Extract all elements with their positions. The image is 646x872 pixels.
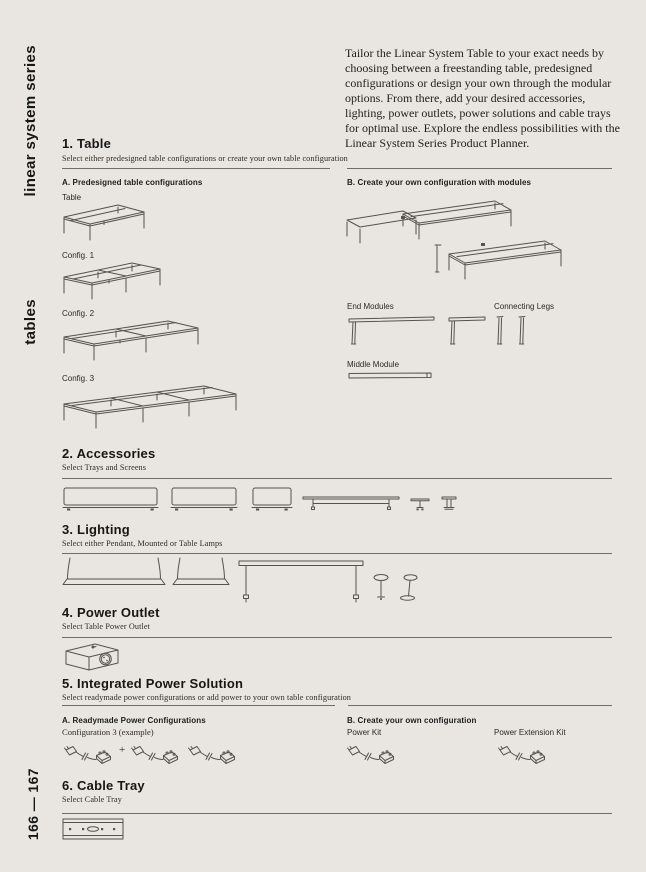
- table-lamp-tilted-illustration: [398, 572, 420, 604]
- table-stand-illustration: [409, 497, 431, 512]
- section-power-solution-rule-left: [62, 705, 335, 706]
- series-vertical-label: linear system series: [22, 45, 39, 197]
- middle-module-label: Middle Module: [347, 360, 400, 369]
- section-accessories-rule: [62, 478, 612, 479]
- plus-sign: +: [119, 744, 126, 756]
- section-power-outlet-title: 4. Power Outlet: [62, 605, 160, 620]
- power-extension-kit-label: Power Extension Kit: [494, 728, 566, 737]
- table-stand-double-illustration: [438, 495, 460, 512]
- section-accessories-title: 2. Accessories: [62, 446, 156, 461]
- mounted-lamp-illustration: [237, 558, 365, 604]
- section-table-rule-right: [347, 168, 612, 169]
- predesigned-configurations-label: A. Predesigned table configurations: [62, 178, 203, 187]
- power-cable-illustration-3: [188, 741, 236, 768]
- screen-small-illustration: [251, 486, 293, 512]
- connecting-legs-label: Connecting Legs: [494, 302, 555, 311]
- section-table-title: 1. Table: [62, 136, 112, 151]
- end-module-long-illustration: [347, 314, 437, 348]
- config3-item-label: Config. 3: [62, 374, 95, 383]
- section-power-outlet-subtitle: Select Table Power Outlet: [62, 622, 150, 631]
- section-accessories-subtitle: Select Trays and Screens: [62, 463, 147, 472]
- readymade-power-label: A. Readymade Power Configurations: [62, 716, 206, 725]
- modular-configuration-illustration: [345, 196, 613, 296]
- section-power-solution-subtitle: Select readymade power configurations or add power to your own table configuration: [62, 693, 351, 702]
- create-own-configuration-label: B. Create your own configuration with modules: [347, 178, 532, 187]
- section-lighting-rule: [62, 553, 612, 554]
- power-cable-illustration-1: [64, 741, 112, 768]
- power-kit-illustration: [347, 741, 395, 768]
- intro-paragraph: Tailor the Linear System Table to your exact needs by choosing between a freestanding table, predesigned configurations or design your own through the modular options. From there, add your desired accessories, lighting, power outlets, power solutions and cable trays for optimal use. Explore the endless possibilities with the Linear System Series Product Planner.: [345, 46, 620, 150]
- page-number-vertical-label: 166 — 167: [25, 768, 41, 841]
- power-cable-illustration-2: [131, 741, 179, 768]
- power-outlet-illustration: [62, 642, 122, 674]
- end-module-short-illustration: [445, 314, 487, 348]
- config1-illustration: [62, 260, 166, 308]
- config3-illustration: [62, 383, 238, 439]
- cable-tray-illustration: [62, 818, 124, 840]
- config2-item-label: Config. 2: [62, 309, 95, 318]
- section-lighting-subtitle: Select either Pendant, Mounted or Table Lamps: [62, 539, 223, 548]
- section-lighting-title: 3. Lighting: [62, 522, 130, 537]
- pendant-lamp-long-illustration: [62, 558, 166, 590]
- screen-medium-illustration: [170, 486, 238, 512]
- category-vertical-label: tables: [22, 299, 39, 345]
- power-kit-label: Power Kit: [347, 728, 382, 737]
- configuration-example-label: Configuration 3 (example): [62, 727, 154, 737]
- section-cable-tray-subtitle: Select Cable Tray: [62, 795, 122, 804]
- connecting-legs-illustration: [492, 314, 532, 348]
- section-power-solution-rule-right: [348, 705, 612, 706]
- table-illustration: [62, 202, 146, 242]
- config2-illustration: [62, 318, 202, 370]
- create-own-power-label: B. Create your own configuration: [347, 716, 477, 725]
- config1-item-label: Config. 1: [62, 251, 95, 260]
- middle-module-illustration: [347, 371, 433, 381]
- table-item-label: Table: [62, 193, 82, 202]
- section-power-outlet-rule: [62, 637, 612, 638]
- pendant-lamp-short-illustration: [172, 558, 230, 590]
- section-cable-tray-rule: [62, 813, 612, 814]
- table-lamp-illustration: [372, 572, 390, 604]
- section-power-solution-title: 5. Integrated Power Solution: [62, 676, 244, 691]
- section-table-rule-left: [62, 168, 330, 169]
- screen-large-illustration: [62, 486, 159, 512]
- power-extension-kit-illustration: [498, 741, 546, 768]
- section-table-subtitle: Select either predesigned table configurations or create your own table configuration: [62, 154, 348, 163]
- tray-illustration: [301, 495, 401, 512]
- section-cable-tray-title: 6. Cable Tray: [62, 778, 145, 793]
- end-modules-label: End Modules: [347, 302, 394, 311]
